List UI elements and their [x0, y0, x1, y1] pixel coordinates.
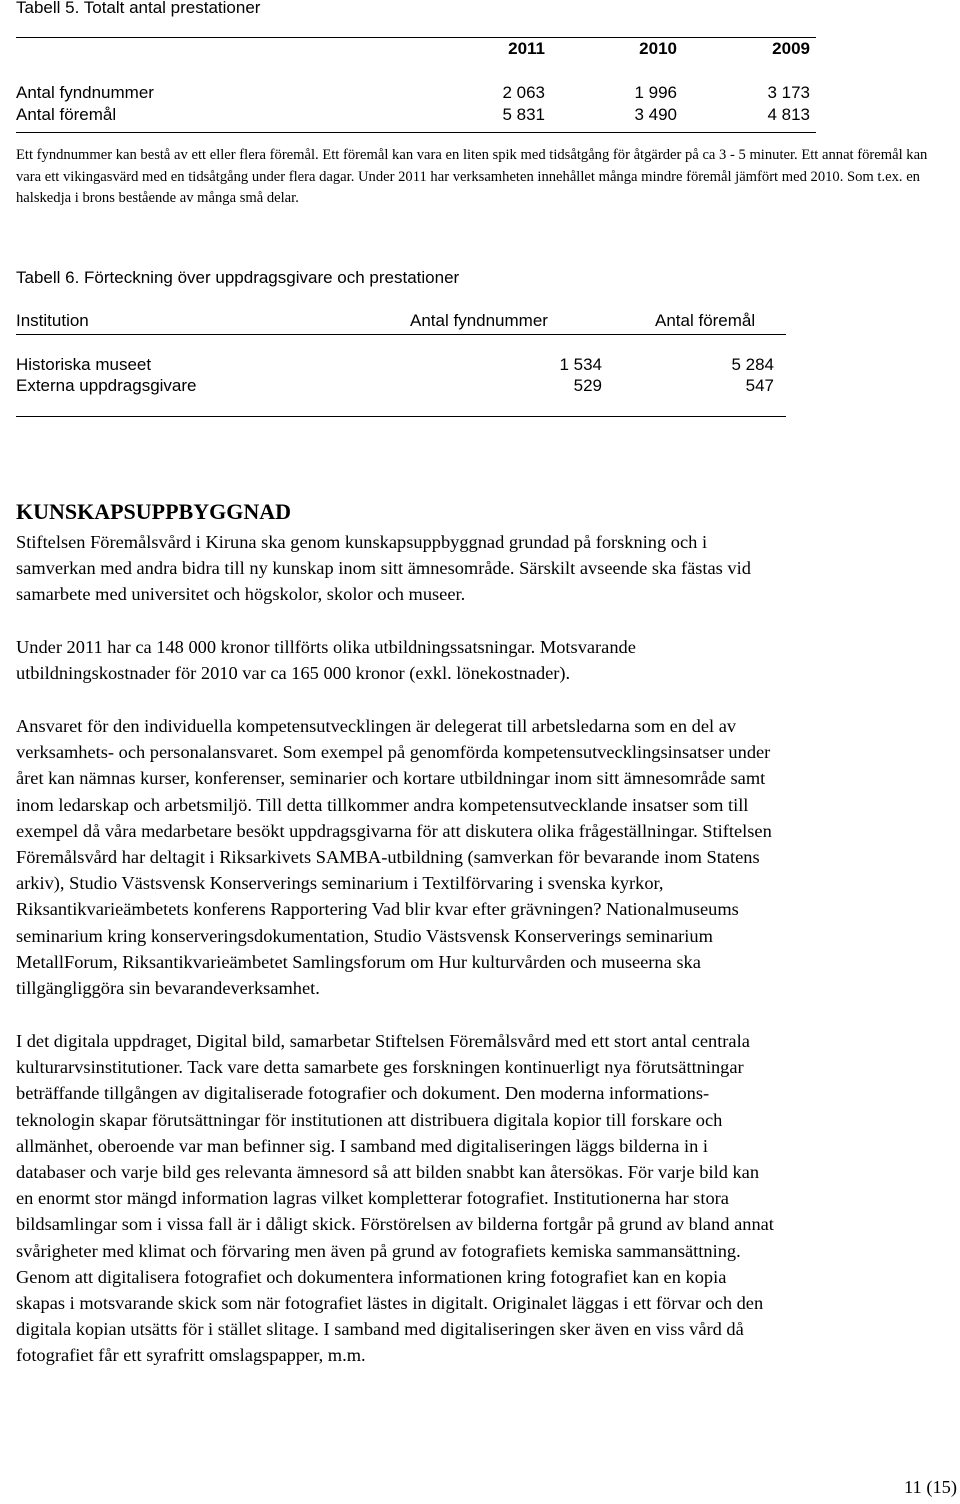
- text-line: fotografiet får ett syrafritt omslagspapper, m.m.: [16, 1345, 366, 1366]
- table5-cell: 4 813: [767, 105, 810, 124]
- table6-header-rule: [16, 334, 786, 335]
- text-line: Föremålsvård har deltagit i Riksarkivets SAMBA-utbildning (samverkan för bevarande inom Statens: [16, 847, 760, 868]
- table5-note: Ett fyndnummer kan bestå av ett eller flera föremål. Ett föremål kan vara en liten spik med tidsåtgång för åtgärder på ca 3 - 5 minuter. Ett annat föremål kan vara ett vikingasvärd med en tidsåtgång under flera dagar. Under 2011 har verksamheten innehållet många mindre föremål jämfört med 2010. Som t.ex. en halskedja i brons bestående av många små delar.: [16, 147, 928, 206]
- text-line: utbildningskostnader för 2010 var ca 165 000 kronor (exkl. lönekostnader).: [16, 663, 571, 684]
- text-line: skapas i motsvarande skick som när fotografiet lästes in digitalt. Originalet läggas i ett förvar och den: [16, 1293, 764, 1314]
- table6-fyndnummer: 1 534: [559, 355, 602, 374]
- text-line: digitala kopian utsätts för i stället slitage. I samband med digitaliseringen sker även en viss vård då: [16, 1319, 744, 1340]
- text-line: I det digitala uppdraget, Digital bild, samarbetar Stiftelsen Föremålsvård med ett stort antal centrala: [16, 1031, 750, 1051]
- text-line: Genom att digitalisera fotografiet och dokumentera informationen kring fotografiet kan en kopia: [16, 1266, 727, 1287]
- table5-cell: 2 063: [502, 83, 545, 102]
- text-line: Stiftelsen Föremålsvård i Kiruna ska genom kunskapsuppbyggnad grundad på forskning och i: [16, 532, 708, 552]
- text-line: bildsamlingar som i vissa fall är i dåligt skick. Förstörelsen av bilderna fortgår på grund av bland annat: [16, 1214, 774, 1235]
- paragraph-education-costs: [16, 634, 960, 686]
- table6-foremal: 5 284: [731, 355, 774, 374]
- table6-fyndnummer: 529: [573, 376, 602, 395]
- paragraph-digital-image: [16, 1028, 960, 1369]
- text-line: året kan nämnas kurser, konferenser, seminarier och kortare utbildningar inom sitt ämnesområde samt: [16, 768, 766, 789]
- table5-cell: 5 831: [502, 105, 545, 124]
- table6-institution: Externa uppdragsgivare: [16, 376, 197, 395]
- table5-year-header: 2010: [639, 39, 677, 58]
- text-line: inom ledarskap och arbetsmiljö. Till detta tillkommer andra kompetensutvecklande insatser som till: [16, 794, 749, 815]
- text-line: Ansvaret för den individuella kompetensutvecklingen är delegerat till arbetsledarna som en del av: [16, 716, 737, 736]
- text-line: allmänhet, oberoende var man befinner sig. I samband med digitaliseringen läggs bilderna in i: [16, 1135, 708, 1156]
- text-line: exempel då våra medarbetare besökt uppdragsgivarna för att diskutera olika frågeställningar. Stiftelsen: [16, 820, 772, 841]
- text-line: arkiv), Studio Västsvensk Konserverings seminarium i Textilförvaring i svenska kyrkor,: [16, 873, 664, 894]
- paragraph-research: [16, 529, 960, 608]
- paragraph-competence: [16, 713, 960, 1001]
- text-line: kulturarvsinstitutioner. Tack vare detta samarbete ges forskningen kontinuerligt nya förutsättningar: [16, 1057, 744, 1078]
- table5-row-label: Antal fyndnummer: [16, 83, 154, 102]
- table5-cell: 3 490: [634, 105, 677, 124]
- text-line: beträffande tillgången av digitaliserade fotografier och dokument. Den moderna informations-: [16, 1083, 710, 1104]
- table5-cell: 3 173: [767, 83, 810, 102]
- text-line: verksamhets- och personalansvaret. Som exempel på genomförda kompetensutvecklingsinsatser under: [16, 742, 771, 763]
- table6-header-foremal: Antal föremål: [655, 311, 756, 330]
- text-line: teknologin skapar förutsättningar för institutionen att distribuera digitala kopior till forskare och: [16, 1109, 723, 1130]
- text-line: Riksantikvarieämbetets konferens Rapportering Vad blir kvar efter grävningen? Nationalmuseums: [16, 899, 739, 920]
- page-number: 11 (15): [904, 1477, 957, 1497]
- text-line: samarbete med universitet och högskolor, skolor och museer.: [16, 584, 466, 605]
- table6-header-institution: Institution: [16, 311, 89, 330]
- table6-bottom-rule: [16, 416, 786, 417]
- table6-header-fyndnummer: Antal fyndnummer: [410, 311, 548, 330]
- text-line: en enormt stor mängd information lagras vilket kompletterar fotografiet. Institutionerna har stora: [16, 1188, 729, 1209]
- text-line: MetallForum, Riksantikvarieämbetet Samlingsforum om Hur kulturvården och museerna ska: [16, 951, 701, 972]
- text-line: svårigheter med klimat och förvaring men även på grund av fotografiets kemiska sammansättning.: [16, 1240, 741, 1261]
- table5-bottom-rule: [16, 132, 816, 133]
- table5-row-label: Antal föremål: [16, 105, 117, 124]
- table5-year-header: 2011: [508, 39, 545, 58]
- table5-cell: 1 996: [634, 83, 677, 102]
- text-line: seminarium kring konserveringsdokumentation, Studio Västsvensk Konserverings seminarium: [16, 925, 713, 946]
- table6-foremal: 547: [745, 376, 774, 395]
- table5-title: Tabell 5. Totalt antal prestationer: [16, 0, 261, 17]
- table6-title: Tabell 6. Förteckning över uppdragsgivare och prestationer: [16, 268, 460, 287]
- text-line: samverkan med andra bidra till ny kunskap inom sitt ämnesområde. Särskilt avseende ska fästas vid: [16, 558, 751, 579]
- table6-institution: Historiska museet: [16, 355, 152, 374]
- table5-top-rule: [16, 37, 816, 38]
- text-line: Under 2011 har ca 148 000 kronor tillförts olika utbildningssatsningar. Motsvarande: [16, 637, 636, 657]
- text-line: tillgängliggöra sin bevarandeverksamhet.: [16, 978, 320, 999]
- table5-year-header: 2009: [772, 39, 810, 58]
- text-line: databaser och varje bild ges relevanta ämnesord så att bilden snabbt kan återsökas. För varje bild kan: [16, 1162, 760, 1183]
- section-heading: KUNSKAPSUPPBYGGNAD: [16, 499, 292, 524]
